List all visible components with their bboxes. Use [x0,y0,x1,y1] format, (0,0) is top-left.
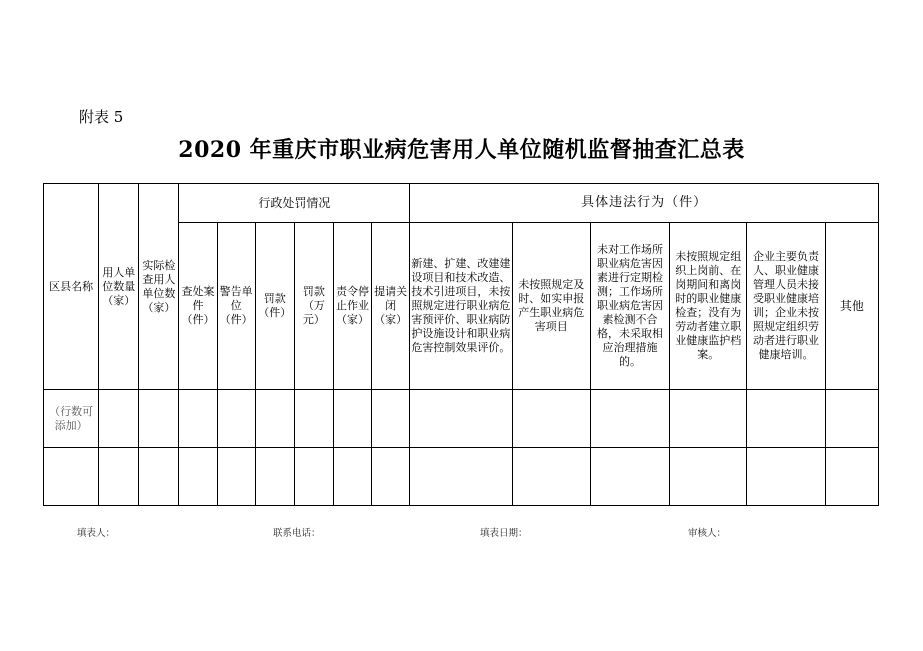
appendix-label: 附表 5 [79,108,124,126]
header-violation-other: 其他 [825,223,878,390]
table-cell[interactable] [139,390,179,448]
header-fine-amount: 罚款（万元） [294,223,333,390]
table-cell[interactable] [747,390,825,448]
table-cell[interactable] [512,448,590,506]
table-cell[interactable] [825,390,878,448]
table-cell[interactable] [44,448,99,506]
table-row [44,448,879,506]
table-cell[interactable] [255,390,294,448]
table-cell[interactable] [99,390,139,448]
table-cell[interactable] [372,448,410,506]
header-violations: 具体违法行为（件） [410,184,879,223]
header-violation-detection: 未对工作场所职业病危害因素进行定期检测；工作场所职业病危害因素检测不合格，未采取相应治理措施的。 [590,223,669,390]
row-hint[interactable]: （行数可添加） [44,390,99,448]
table-cell[interactable] [590,448,669,506]
table-cell[interactable] [179,448,217,506]
table-cell[interactable] [217,448,255,506]
header-district: 区县名称 [44,184,99,390]
table-cell[interactable] [255,448,294,506]
header-violation-health-check: 未按照规定组织上岗前、在岗期间和离岗时的职业健康检查；没有为劳动者建立职业健康监护档案。 [670,223,747,390]
header-admin-penalty: 行政处罚情况 [179,184,410,223]
header-violation-declaration: 未按照规定及时、如实申报产生职业病危害项目 [512,223,590,390]
header-fine-count: 罚款（件） [255,223,294,390]
table-cell[interactable] [670,448,747,506]
table-cell[interactable] [372,390,410,448]
table-cell[interactable] [333,390,371,448]
table-cell[interactable] [294,390,333,448]
page-title: 2020 年重庆市职业病危害用人单位随机监督抽查汇总表 [178,137,745,163]
header-close: 提请关闭（家） [372,223,410,390]
header-cases: 查处案件（件） [179,223,217,390]
table-cell[interactable] [590,390,669,448]
footer-reviewer: 审核人： [688,528,727,539]
header-violation-evaluation: 新建、扩建、改建建设项目和技术改造、技术引进项目，未按照规定进行职业病危害预评价、职业病防护设施设计和职业病危害控制效果评价。 [410,223,512,390]
header-suspend: 责令停止作业（家） [333,223,371,390]
table-row [44,390,879,448]
table-cell[interactable] [99,448,139,506]
header-inspected-count: 实际检查用人单位数（家） [139,184,179,390]
footer-phone: 联系电话： [273,528,321,539]
table-cell[interactable] [410,390,512,448]
footer-filler: 填表人： [77,528,116,539]
table-cell[interactable] [670,390,747,448]
summary-table [43,183,879,506]
table-cell[interactable] [179,390,217,448]
table-cell[interactable] [747,448,825,506]
header-violation-training: 企业主要负责人、职业健康管理人员未接受职业健康培训；企业未按照规定组织劳动者进行职业健康培训。 [747,223,825,390]
table-cell[interactable] [139,448,179,506]
header-unit-count: 用人单位数量（家） [99,184,139,390]
footer-date: 填表日期： [480,528,528,539]
table-cell[interactable] [512,390,590,448]
table-cell[interactable] [217,390,255,448]
table-cell[interactable] [825,448,878,506]
table-cell[interactable] [333,448,371,506]
header-warnings: 警告单位（件） [217,223,255,390]
table-cell[interactable] [410,448,512,506]
table-cell[interactable] [294,448,333,506]
